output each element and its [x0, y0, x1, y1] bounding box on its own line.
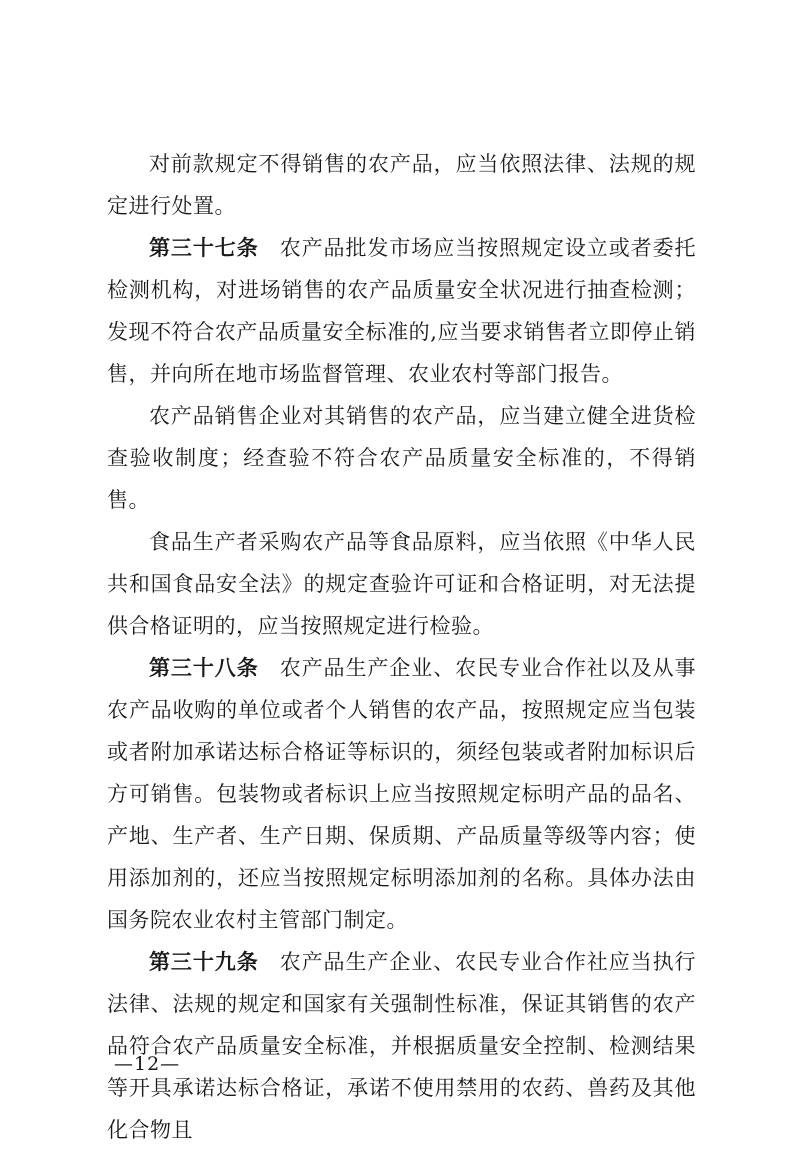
paragraph-4: [107, 521, 696, 647]
article-38-text: 农产品生产企业、农民专业合作社以及从事农产品收购的单位或者个人销售的农产品，按照规定应当包装或者附加承诺达标合格证等标识的，须经包装或者附加标识后方可销售。包装物或者标识上应当按照规定标明产品的品名、产地、生产者、生产日期、保质期、产品质量等级等内容；使用添加剂的，还应当按照规定标明添加剂的名称。具体办法由国务院农业农村主管部门制定。: [107, 656, 697, 932]
body-text: [107, 143, 696, 1151]
paragraph-4-text: 食品生产者采购农产品等食品原料，应当依照《中华人民共和国食品安全法》的规定查验许可证和合格证明，对无法提供合格证明的，应当按照规定进行检验。: [107, 530, 696, 638]
paragraph-3-text: 农产品销售企业对其销售的农产品，应当建立健全进货检查验收制度；经查验不符合农产品质量安全标准的，不得销售。: [107, 404, 696, 512]
article-38-paragraph: [107, 647, 696, 941]
paragraph-1-text: 对前款规定不得销售的农产品，应当依照法律、法规的规定进行处置。: [107, 152, 696, 218]
article-39-number: 第三十九条: [149, 950, 259, 974]
article-38-number: 第三十八条: [149, 656, 259, 680]
article-37-text: 农产品批发市场应当按照规定设立或者委托检测机构，对进场销售的农产品质量安全状况进行抽查检测；发现不符合农产品质量安全标准的,应当要求销售者立即停止销售，并向所在地市场监督管理、农业农村等部门报告。: [107, 236, 697, 386]
article-39-text: 农产品生产企业、农民专业合作社应当执行法律、法规的规定和国家有关强制性标准，保证其销售的农产品符合农产品质量安全标准，并根据质量安全控制、检测结果等开具承诺达标合格证，承诺不使用禁用的农药、兽药及其他化合物且: [107, 950, 697, 1142]
article-37-paragraph: [107, 227, 696, 395]
paragraph-1: [107, 143, 696, 227]
article-37-number: 第三十七条: [149, 236, 259, 260]
paragraph-3: [107, 395, 696, 521]
article-39-paragraph: [107, 941, 696, 1151]
page-number: —12—: [114, 1053, 181, 1075]
